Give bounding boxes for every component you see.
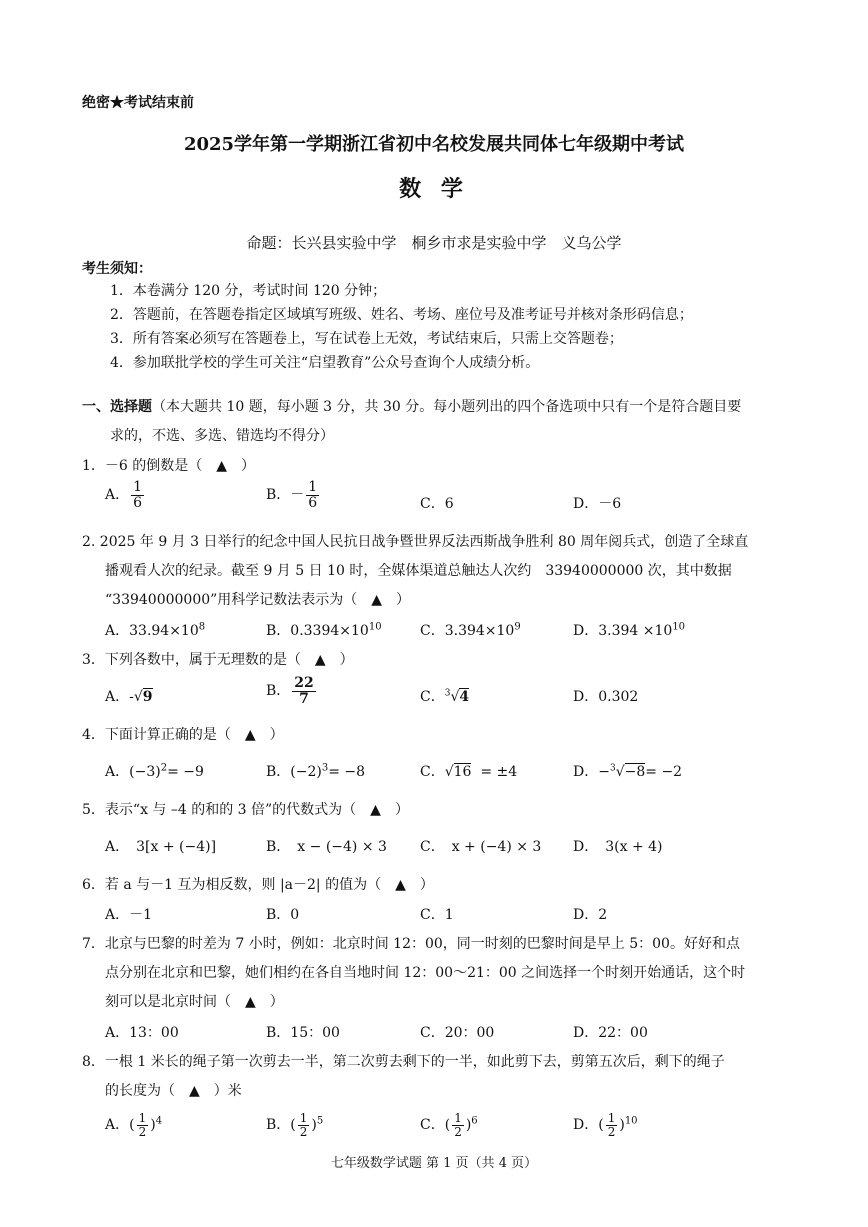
subject-title: 数 学 (399, 176, 469, 202)
question-1-stem: 1．－6 的倒数是（ ▲ ） (82, 458, 256, 474)
q1-option-a: A． $\frac{1}{6}$ (105, 479, 143, 511)
q2-option-d: D．$3.394 \times 10^{10}$ (573, 621, 686, 639)
q8-option-c: C．( $\frac{1}{2}$ )$^6$ (420, 1111, 478, 1139)
q4-option-c: C．√16 = ±4 (420, 764, 518, 780)
question-4-stem: 4．下面计算正确的是（ ▲ ） (82, 727, 284, 743)
sqrt-icon: √ (133, 689, 143, 705)
q5-option-a: A． 3[x + (−4)] (105, 839, 217, 855)
q5-option-d: D． 3(x + 4) (573, 839, 663, 855)
question-7-line: 7．北京与巴黎的时差为 7 小时，例如：北京时间 12：00，同一时刻的巴黎时间是早上 5：00。好好和点 (82, 936, 740, 952)
q3-option-b: B． $\frac{22}{7}$ (266, 675, 314, 707)
q3-option-c: C．$^3$√4 (420, 688, 470, 705)
question-6-stem: 6．若 a 与－1 互为相反数，则 |a－2| 的值为（ ▲ ） (82, 877, 434, 893)
q6-option-b: B．0 (266, 907, 300, 923)
question-5-stem: 5．表示“x 与 –4 的和的 3 倍”的代数式为（ ▲ ） (82, 802, 409, 818)
notice-item: 1．本卷满分 120 分，考试时间 120 分钟； (110, 283, 387, 299)
notice-item: 4．参加联批学校的学生可关注“启望教育”公众号查询个人成绩分析。 (110, 355, 540, 371)
q2-option-b: B．$0.3394\times 10^{10}$ (266, 621, 382, 639)
question-7-line: 刻可以是北京时间（ ▲ ） (105, 994, 284, 1010)
sqrt-icon: √ (615, 764, 625, 780)
question-7-line: 点分别在北京和巴黎，她们相约在各自当地时间 12：00～21：00 之间选择一个时刻开始通话，这个时 (105, 965, 746, 981)
q3-option-d: D．0.302 (573, 689, 639, 705)
question-8-line: 8．一根 1 米长的绳子第一次剪去一半，第二次剪去剩下的一半，如此剪下去，剪第五次后，剩下的绳子 (82, 1054, 725, 1070)
confidential-mark: 绝密★考试结束前 (82, 95, 194, 111)
q2-option-a: A．$33.94\times 10^8$ (105, 621, 206, 639)
q8-option-b: B．( $\frac{1}{2}$ )$^5$ (266, 1111, 324, 1139)
q6-option-d: D．2 (573, 907, 608, 923)
notice-item: 2．答题前，在答题卷指定区域填写班级、姓名、考场、座位号及准考证号并核对条形码信息； (110, 307, 693, 323)
q5-option-c: C． x + (−4) × 3 (420, 839, 542, 855)
question-2-line: 播观看人次的纪录。截至 9 月 5 日 10 时，全媒体渠道总触达人次约 33940000000 次，其中数据 (105, 563, 732, 579)
q1-option-c: C．6 (420, 496, 454, 512)
question-3-stem: 3．下列各数中，属于无理数的是（ ▲ ） (82, 652, 354, 668)
notice-heading: 考生须知： (82, 261, 152, 277)
q3-option-a: A．-√9 (105, 689, 153, 705)
q2-option-c: C．$3.394\times 10^9$ (420, 621, 521, 639)
sqrt-icon: √ (450, 689, 460, 705)
q4-option-d: D．−$^3$√−8= −2 (573, 763, 683, 780)
section-desc-cont: 求的，不选、多选、错选均不得分） (110, 428, 334, 444)
exam-title: 2025学年第一学期浙江省初中名校发展共同体七年级期中考试 (183, 134, 685, 155)
q4-option-a: A．$(-3)^2= -9$ (105, 762, 204, 780)
question-2-line: 2. 2025 年 9 月 3 日举行的纪念中国人民抗日战争暨世界反法西斯战争胜利 80 周年阅兵式，创造了全球直 (82, 534, 749, 550)
q1-option-b: B．－ $\frac{1}{6}$ (266, 479, 318, 511)
q7-option-d: D．22：00 (573, 1025, 648, 1041)
q7-option-b: B．15：00 (266, 1025, 340, 1041)
section-label: 一、选择题 (82, 399, 152, 415)
question-8-line: 的长度为（ ▲ ）米 (105, 1083, 242, 1099)
q6-option-c: C．1 (420, 907, 454, 923)
notice-item: 3．所有答案必须写在答题卷上，写在试卷上无效，考试结束后，只需上交答题卷； (110, 331, 623, 347)
sqrt-icon: √ (444, 764, 454, 780)
authors-line: 命题：长兴县实验中学 桐乡市求是实验中学 义乌公学 (246, 234, 622, 252)
q7-option-c: C．20：00 (420, 1025, 495, 1041)
q8-option-a: A．( $\frac{1}{2}$ )$^4$ (105, 1111, 163, 1139)
question-2-line: “33940000000”用科学记数法表示为（ ▲ ） (105, 592, 411, 608)
q6-option-a: A．－1 (105, 907, 153, 923)
section-desc: （本大题共 10 题，每小题 3 分，共 30 分。每小题列出的四个备选项中只有一个是符合题目要 (152, 399, 742, 415)
q7-option-a: A．13：00 (105, 1025, 179, 1041)
q5-option-b: B． x − (−4) × 3 (266, 839, 387, 855)
q1-option-d: D．－6 (573, 496, 622, 512)
section-header (82, 396, 741, 416)
q8-option-d: D．( $\frac{1}{2}$ )$^{10}$ (573, 1111, 638, 1139)
page-footer: 七年级数学试题 第 1 页（共 4 页） (330, 1156, 538, 1171)
q4-option-b: B．$(-2)^3= -8$ (266, 762, 366, 780)
